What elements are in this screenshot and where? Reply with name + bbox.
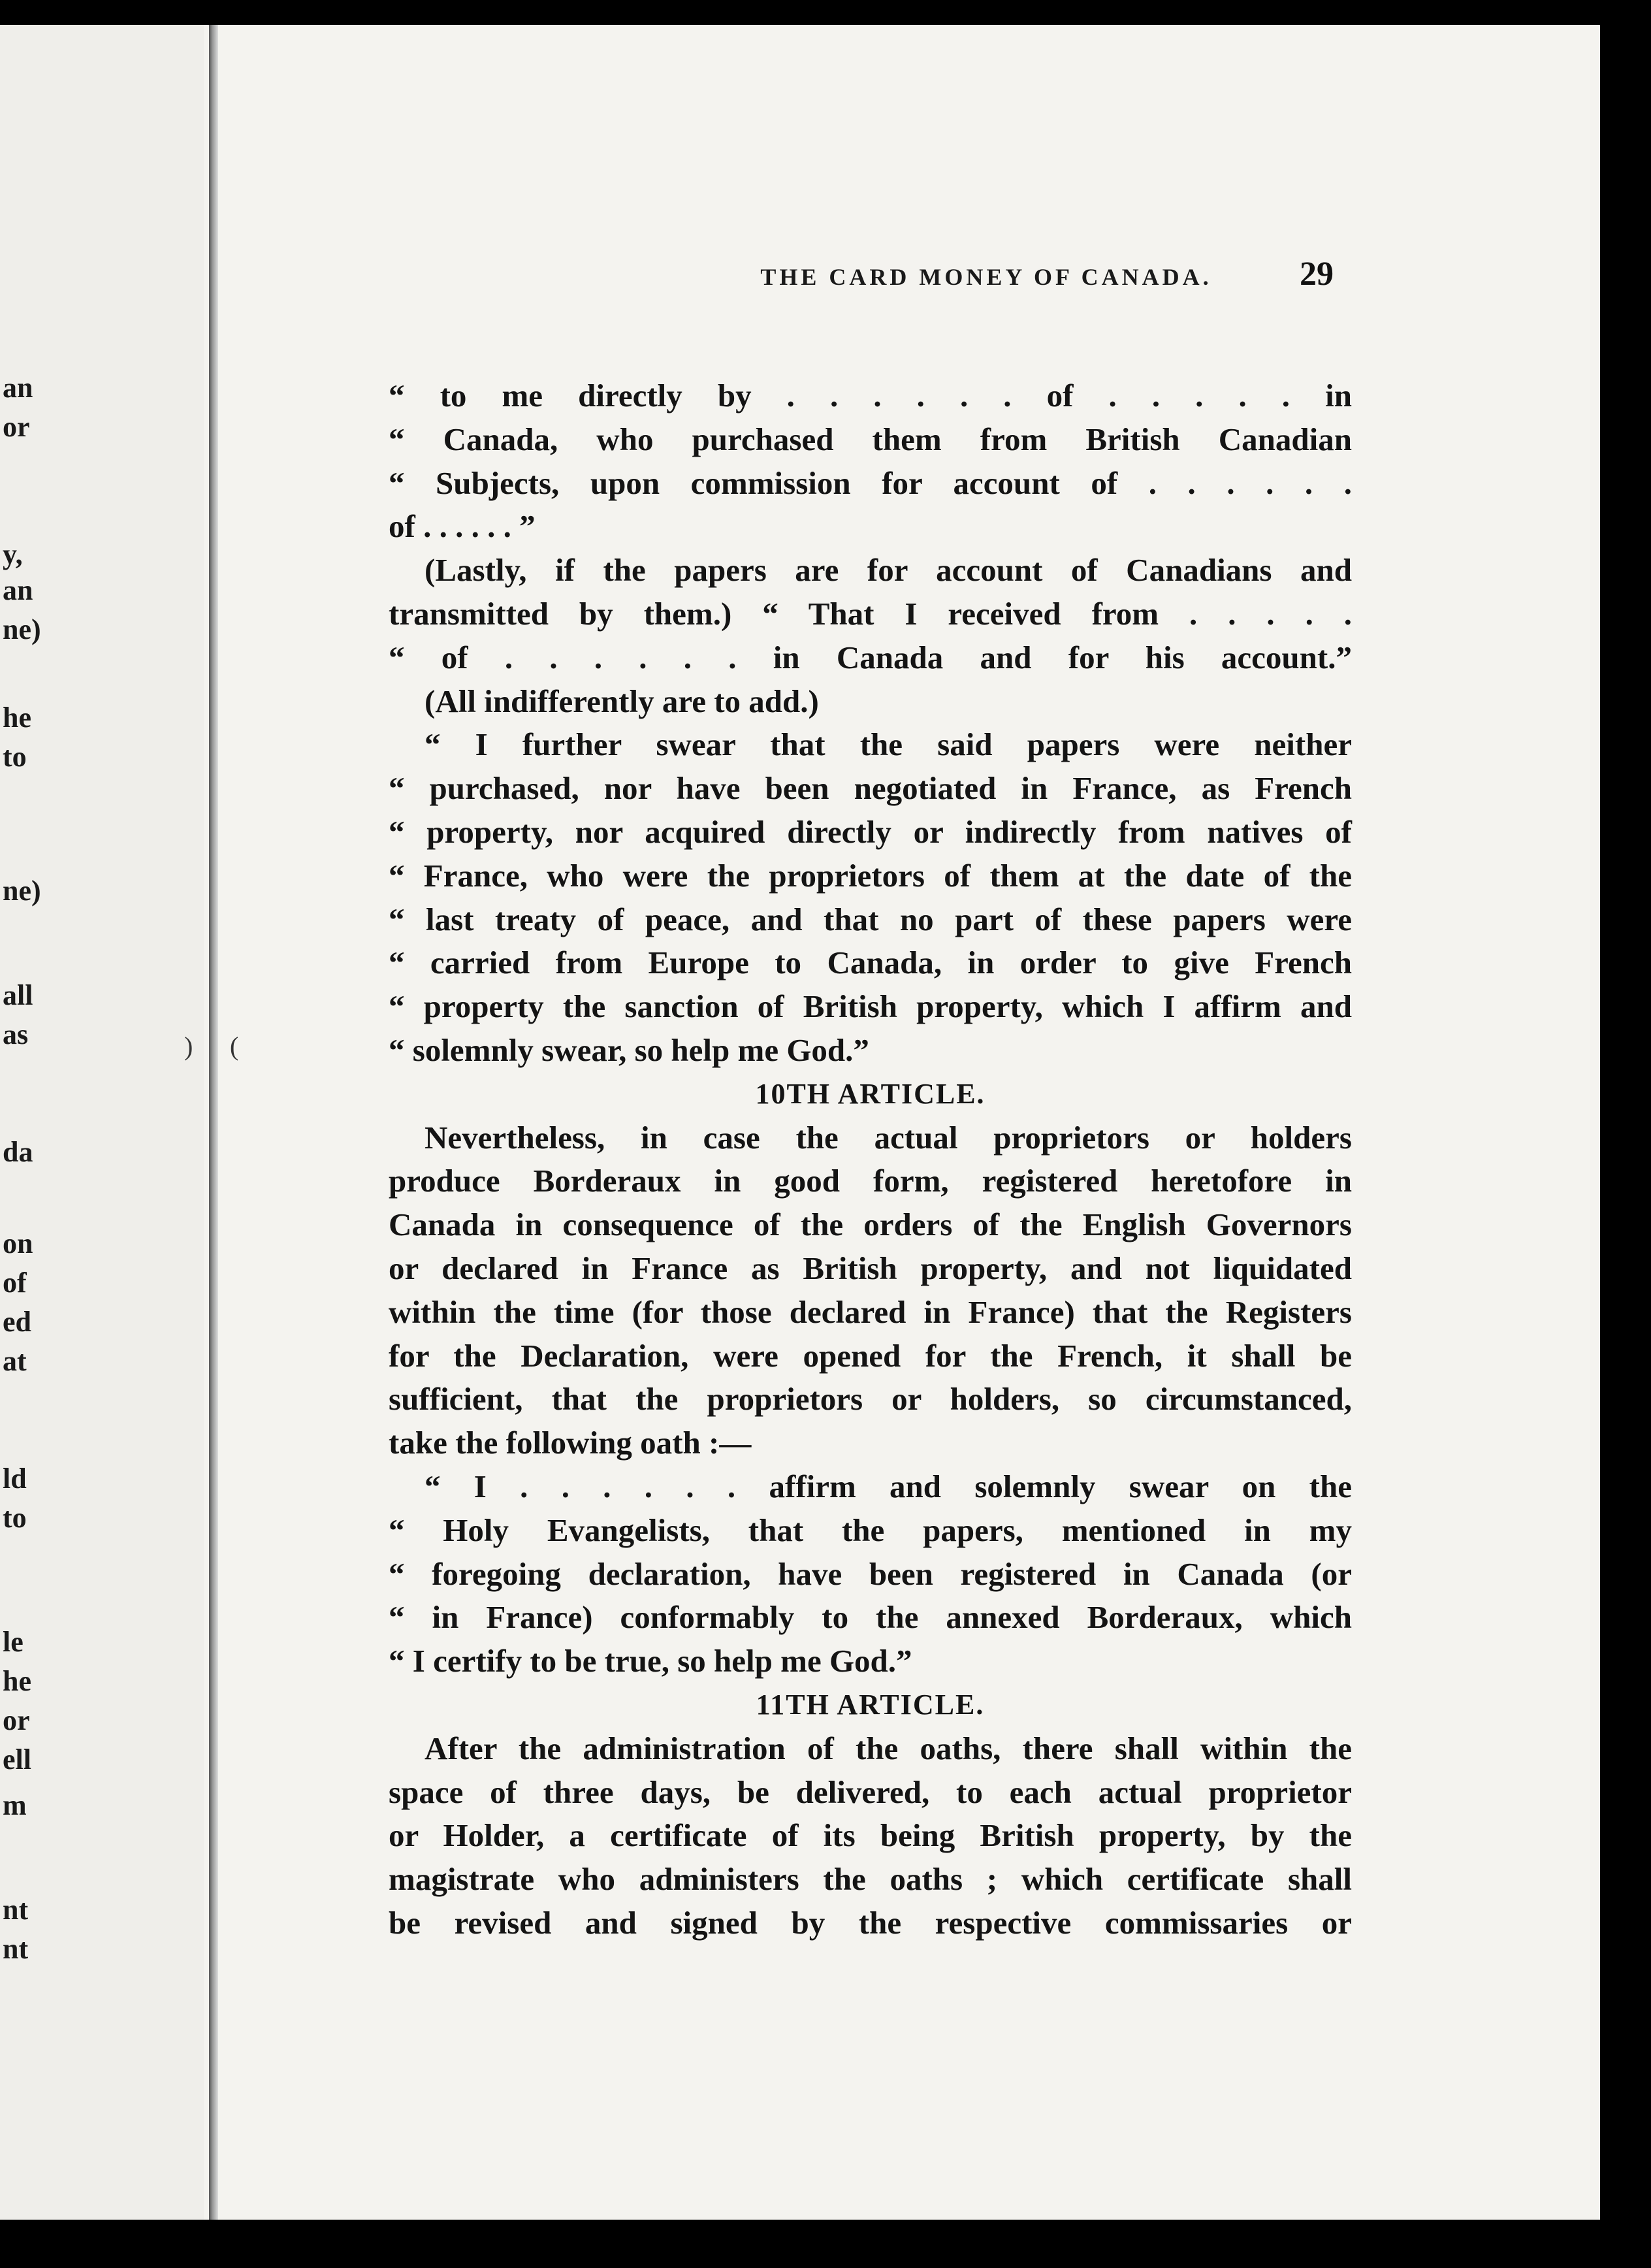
text-line: be revised and signed by the respective commissaries or [389, 1904, 1352, 1941]
previous-page-fragment: y, [3, 538, 23, 570]
text-line: Canada in consequence of the orders of the English Governors [389, 1207, 1352, 1243]
text-line: sufficient, that the proprietors or holders, so circumstanced, [389, 1381, 1352, 1418]
text-line: magistrate who administers the oaths ; which certificate shall [389, 1861, 1352, 1898]
text-line: “ I . . . . . . affirm and solemnly swear on the [425, 1468, 1352, 1504]
article-heading-10: 10TH ARTICLE. [755, 1077, 986, 1110]
previous-page-fragment: an [3, 372, 33, 404]
previous-page-fragment: m [3, 1789, 27, 1821]
previous-page-fragment: he [3, 702, 31, 734]
previous-page-fragment: an [3, 574, 33, 606]
text-line: “ solemnly swear, so help me God.” [389, 1031, 869, 1068]
text-line: “ foregoing declaration, have been registered in Canada (or [389, 1555, 1352, 1592]
text-line: Nevertheless, in case the actual proprietors or holders [425, 1119, 1352, 1156]
previous-page-fragment: all [3, 979, 33, 1011]
binding-mark-bracket: ) [184, 1031, 193, 1061]
text-line: for the Declaration, were opened for the French, it shall be [389, 1337, 1352, 1374]
previous-page-fragment: as [3, 1018, 29, 1050]
previous-page-column [0, 25, 65, 2220]
eleventh-article-block [389, 1727, 1352, 1945]
text-line: or declared in France as British property, and not liquidated [389, 1250, 1352, 1286]
previous-page-fragment: or [3, 411, 30, 443]
text-line: (All indifferently are to add.) [425, 683, 819, 719]
previous-page-fragment: to [3, 1502, 27, 1534]
text-line: “ purchased, nor have been negotiated in France, as French [389, 770, 1352, 807]
previous-page-fragment: ne) [3, 613, 41, 645]
text-line: “ Canada, who purchased them from British Canadian [389, 421, 1352, 457]
text-line: “ property, nor acquired directly or indirectly from natives of [389, 813, 1352, 850]
oath-declaration-block [389, 374, 1352, 1073]
previous-page-fragment: ne) [3, 875, 41, 907]
text-line: within the time (for those declared in France) that the Registers [389, 1293, 1352, 1330]
text-line: transmitted by them.) “ That I received from . . . . . [389, 595, 1352, 632]
text-line: “ I certify to be true, so help me God.” [389, 1643, 912, 1679]
text-line: “ property the sanction of British property, which I affirm and [389, 988, 1352, 1025]
text-line: “ in France) conformably to the annexed Borderaux, which [389, 1599, 1352, 1636]
text-line: or Holder, a certificate of its being British property, by the [389, 1817, 1352, 1854]
text-line: of . . . . . . ” [389, 508, 536, 545]
scanned-page [0, 25, 1600, 2220]
book-fold-shadow [209, 25, 218, 2220]
article-heading-11: 11TH ARTICLE. [756, 1688, 985, 1721]
previous-page-fragment: on [3, 1227, 33, 1259]
previous-page-fragment: at [3, 1345, 27, 1377]
previous-page-fragment: to [3, 741, 27, 773]
previous-page-fragment: le [3, 1626, 24, 1658]
previous-page-fragment: nt [3, 1894, 29, 1926]
text-line: “ of . . . . . . in Canada and for his account.” [389, 639, 1352, 675]
previous-page-margin [0, 25, 204, 2220]
text-line: “ last treaty of peace, and that no part of these papers were [389, 901, 1352, 937]
binding-mark-bracket: ( [230, 1031, 239, 1061]
text-line: “ Holy Evangelists, that the papers, mentioned in my [389, 1512, 1352, 1548]
previous-page-fragment: da [3, 1136, 33, 1168]
text-line: “ to me directly by . . . . . . of . . . . . in [389, 378, 1352, 413]
previous-page-fragment: or [3, 1704, 30, 1736]
text-line: “ Subjects, upon commission for account of . . . . . . [389, 464, 1352, 501]
body-text [389, 374, 1352, 1945]
text-line: “ I further swear that the said papers were neither [425, 726, 1352, 763]
text-line: After the administration of the oaths, there shall within the [425, 1730, 1352, 1766]
page-number: 29 [1300, 255, 1334, 293]
text-line: “ France, who were the proprietors of them at the date of the [389, 857, 1352, 894]
text-line: “ carried from Europe to Canada, in order to give French [389, 945, 1352, 981]
text-line: (Lastly, if the papers are for account of Canadians and [425, 552, 1352, 589]
previous-page-fragment: ell [3, 1743, 31, 1775]
tenth-article-block [389, 1116, 1352, 1683]
previous-page-fragment: he [3, 1665, 31, 1697]
previous-page-fragment: nt [3, 1933, 29, 1965]
text-line: take the following oath :— [389, 1425, 752, 1461]
running-header: THE CARD MONEY OF CANADA. [760, 264, 1212, 290]
text-line: produce Borderaux in good form, registered heretofore in [389, 1163, 1352, 1199]
text-line: space of three days, be delivered, to each actual proprietor [389, 1774, 1352, 1810]
previous-page-fragment: ld [3, 1463, 27, 1495]
previous-page-fragment: ed [3, 1306, 31, 1338]
previous-page-fragment: of [3, 1267, 27, 1299]
